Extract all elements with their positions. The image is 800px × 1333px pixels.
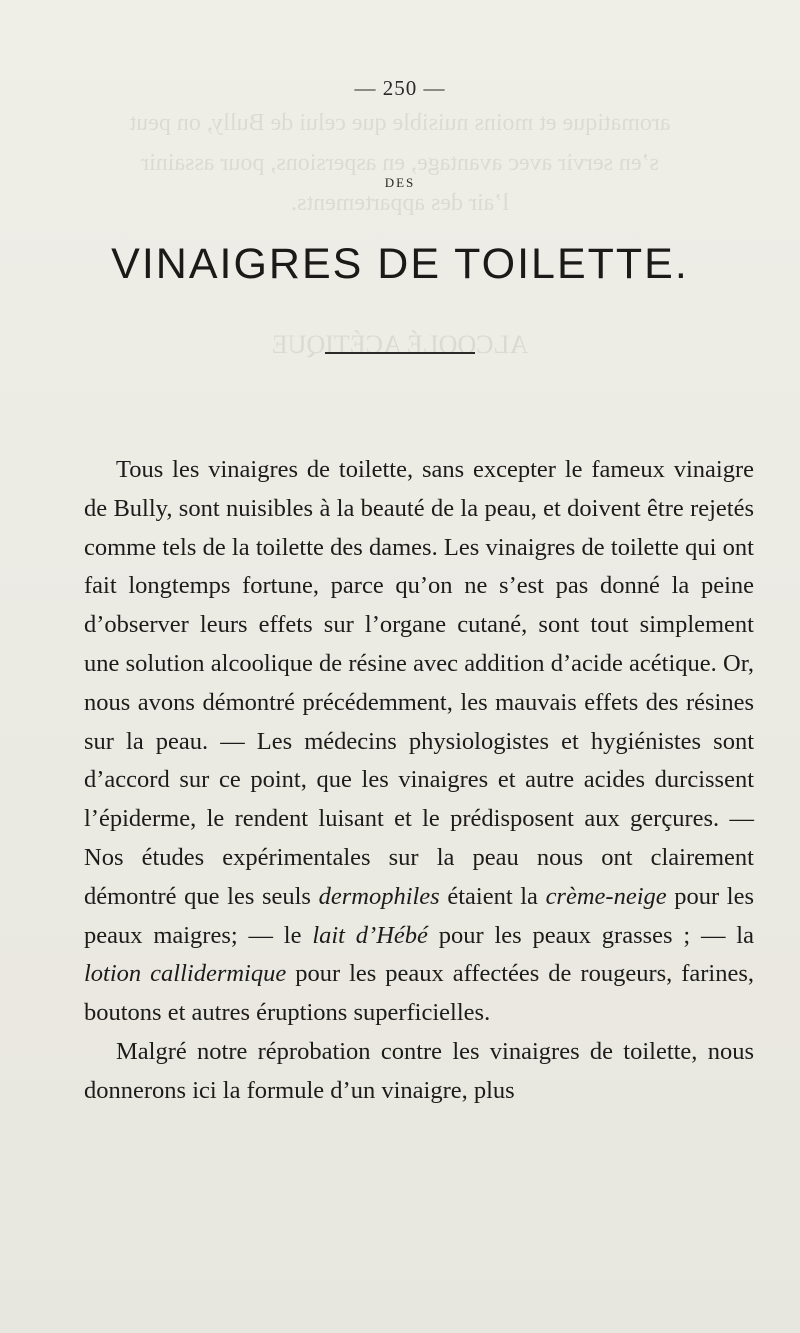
paragraph	[84, 1033, 754, 1111]
italic-term: crème-neige	[545, 882, 667, 910]
section-title: VINAIGRES DE TOILETTE.	[111, 240, 689, 288]
italic-term: lait d’Hébé	[312, 921, 428, 949]
text-segment: Tous les vinaigres de toilette, sans excepter le fameux vinaigre de Bully, sont nuisibles à la beauté de la peau, et doivent être rejetés comme tels de la toilette des dames. Les vinaigres de toilette qui ont fait longtemps fortune, parce qu’on ne s’est pas donné la peine d’observer leurs effets sur l’organe cutané, sont tout simplement une solution alcoolique de résine avec addition d’acide acétique. Or, nous avons démontré précédemment, les mauvais effets des résines sur la peau. — Les médecins physiologistes et hygiénistes sont d’accord sur ce point, que les vinaigres et autre acides durcissent l’épiderme, le rendent luisant et le prédisposent aux gerçures. — Nos études expérimentales sur la peau nous ont clairement démontré que les seuls	[84, 456, 754, 910]
title-rule	[325, 352, 475, 354]
show-through-text: l’air des appartements.	[291, 190, 509, 216]
show-through-text: s’en servir avec avantage, en aspersions, pour assainir	[141, 150, 659, 176]
section-pre-title: DES	[384, 175, 416, 190]
page-number: — 250 —	[354, 76, 446, 100]
text-segment: pour les peaux maigres; — le	[84, 882, 755, 949]
text-segment: Malgré notre réprobation contre les vinaigres de toilette, nous donnerons ici la formule d’un vinaigre, plus	[84, 1037, 754, 1104]
show-through-text: aromatique et moins nuisible que celui de Bully, on peut	[129, 110, 671, 136]
paragraph	[84, 451, 754, 1033]
text-segment: étaient la	[439, 882, 546, 910]
italic-term: lotion callidermique	[84, 960, 287, 988]
show-through-text: ALCOOLÉ ACÉTIQUE	[271, 330, 529, 359]
text-segment: pour les peaux grasses ; — la	[427, 921, 754, 949]
body-text	[84, 451, 754, 1111]
text-segment: pour les peaux affectées de rougeurs, farines, boutons et autres éruptions superficielles.	[84, 960, 755, 1027]
italic-term: dermophiles	[318, 882, 440, 910]
